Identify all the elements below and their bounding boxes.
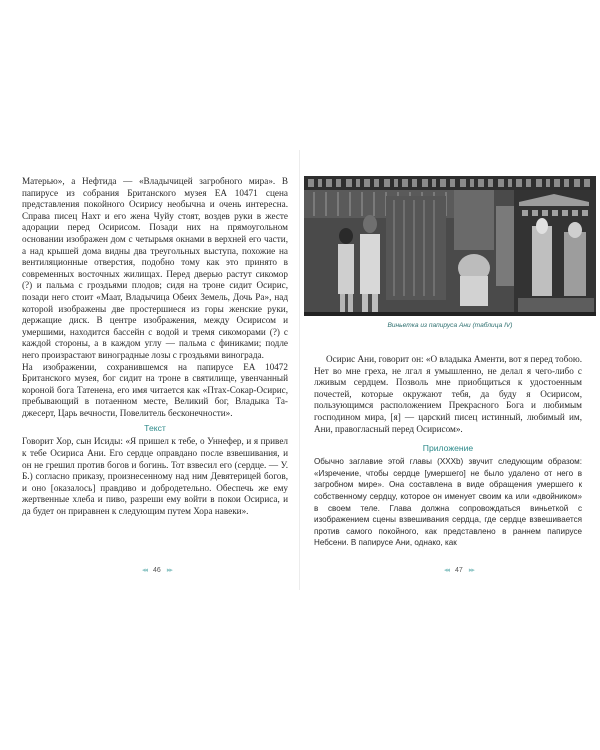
page-number-47: 47 xyxy=(455,566,463,574)
right-text-column xyxy=(314,354,582,549)
right-page-number xyxy=(444,566,474,574)
paragraph-horus-speech: Говорит Хор, сын Исиды: «Я пришел к тебе, о Уннефер, и я привел к тебе Осириса Ани. Его сердце оправдано после взвешивания, и он не грешил против богов и богинь. Тот взвесил его (сердце. — У. Б.) согласно приказу, произнесенному над ним Девятерицей богов, и оно [оказалось] правдиво и добродетельно. Обеспечь же ему жертвенные хлеба и пиво, разреши ему войти в покои Осириса, и да будет он приравнен к следующим путем Хора навеки». xyxy=(22,436,288,517)
folio-arrow-left-icon: ◂◂ xyxy=(444,567,450,574)
paragraph-ea10472: На изображении, сохранившемся на папирусе EA 10472 Британского музея, бог сидит на троне в святилище, увенчанный короной бога Татенена, его имя читается как «Птах-Сокар-Осирис, пребывающий в потаенном месте, Великий бог, Владыка Та-джесерт, Царь вечности, Повелитель бесконечности». xyxy=(22,361,288,418)
folio-arrow-right-icon: ▸▸ xyxy=(468,567,474,574)
section-title-text: Текст xyxy=(144,423,166,434)
page-number-46: 46 xyxy=(153,566,161,574)
section-title-appendix: Приложение xyxy=(422,443,474,454)
paragraph-osiris-ani: Осирис Ани, говорит он: «О владыка Аменти, вот я перед тобою. Нет во мне греха, не лгал я умышленно, не делал я чего-либо с лживым сердцем. Позволь мне приобщиться к удостоенным почестей, которые окружают тебя, да буду я Осирисом, пользующимся расположением Прекрасного Бога и любимым господином мира, [я] — царский писец истинный, любимый им, Ани, правогласный перед Осирисом». xyxy=(314,354,582,434)
left-page-number xyxy=(142,566,172,574)
figure-caption: Виньетка из папируса Ани (таблица IV) xyxy=(387,322,513,329)
papyrus-illustration xyxy=(304,176,596,316)
paragraph-appendix: Обычно заглавие этой главы (XXXb) звучит следующим образом: «Изречение, чтобы сердце [умершего] не было удалено от него в загробном мире». Она составлена в виде обращения умершего к собственному сердцу, которое он именует своим ка или «двойником» в своем теле. Глава должна сопровождаться виньеткой с изображением сцены взвешивания сердца, где сердце взвешивается против самого покойного, как представлено в раннем папирусе Небсени. В папирусе Ани, однако, как xyxy=(314,457,582,548)
left-text-column xyxy=(22,176,288,518)
folio-arrow-right-icon: ▸▸ xyxy=(166,567,172,574)
paragraph-intro: Матерью», а Нефтида — «Владычицей загробного мира». В папирусе из собрания Британского музея EA 10471 сцена представления покойного Осирису необычна и очень интересна. Справа писец Нахт и его жена Чуйу стоят, воздев руки в жесте адорации перед Осирисом. Позади них на прямоугольном основании изображен дом с четырьмя окнами в верхней его части, а над крышей дома видны два треугольных выступа, похожие на вентиляционные отверстия, подобно тому как это принято в современных восточных жилищах. Перед дверью растут сикомор (?) и пальма с гроздьями плодов; сидя на троне сидит Осирис, позади него стоит «Маат, Владычица Обеих Земель, Дочь Ра», над которой изображены две простершиеся из горы женские руки, держащие диск. В центре изображения, между Осирисом и умершими, находится бассейн с водой и тремя сикоморами (?) с каждой стороны, а в каждом углу — пальма с финиками; подле него произрастают виноградные лозы с гроздьями винограда. xyxy=(22,176,288,360)
papyrus-vignette-image xyxy=(304,176,596,316)
folio-arrow-left-icon: ◂◂ xyxy=(142,567,148,574)
right-page xyxy=(300,0,600,750)
appendix-block xyxy=(314,456,582,549)
